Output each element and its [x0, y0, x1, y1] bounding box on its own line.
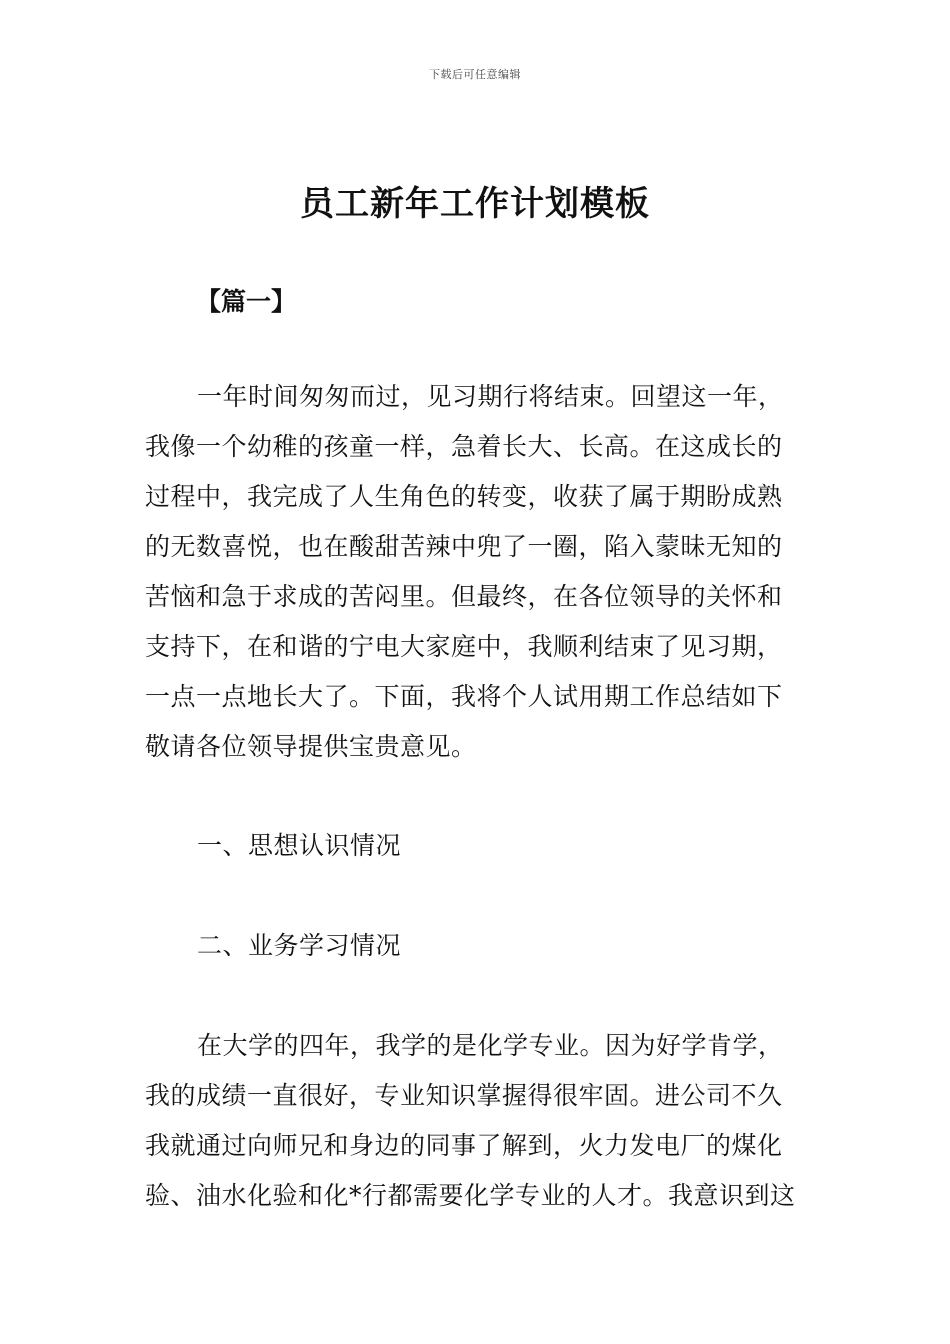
- paragraph-line: 我的成绩一直很好，专业知识掌握得很牢固。进公司不久: [145, 1081, 783, 1110]
- paragraph-line: 在大学的四年，我学的是化学专业。因为好学肯学，: [197, 1031, 784, 1060]
- paragraph-line: 支持下，在和谐的宁电大家庭中，我顺利结束了见习期，: [145, 632, 783, 661]
- paragraph-line: 一点一点地长大了。下面，我将个人试用期工作总结如下: [145, 682, 783, 711]
- heading-thought: 一、思想认识情况: [197, 831, 402, 860]
- paragraph-line: 苦恼和急于求成的苦闷里。但最终，在各位领导的关怀和: [145, 582, 783, 611]
- paragraph-line: 验、油水化验和化*行都需要化学专业的人才。我意识到这: [145, 1181, 796, 1210]
- paragraph-line: 我就通过向师兄和身边的同事了解到，火力发电厂的煤化: [145, 1131, 783, 1160]
- paragraph-line: 的无数喜悦，也在酸甜苦辣中兜了一圈，陷入蒙昧无知的: [145, 532, 783, 561]
- heading-study: 二、业务学习情况: [197, 931, 402, 960]
- paragraph-line: 我像一个幼稚的孩童一样，急着长大、长高。在这成长的: [145, 432, 783, 461]
- document-title: 员工新年工作计划模板: [300, 184, 650, 224]
- header-note: 下载后可任意编辑: [429, 68, 521, 81]
- paragraph-line: 敬请各位领导提供宝贵意见。: [145, 732, 477, 761]
- paragraph-line: 一年时间匆匆而过，见习期行将结束。回望这一年，: [197, 382, 784, 411]
- paragraph-line: 过程中，我完成了人生角色的转变，收获了属于期盼成熟: [145, 482, 783, 511]
- paragraph-study: [145, 1021, 810, 1221]
- section-tag: 【篇一】: [196, 287, 297, 316]
- paragraph-intro: [145, 372, 810, 772]
